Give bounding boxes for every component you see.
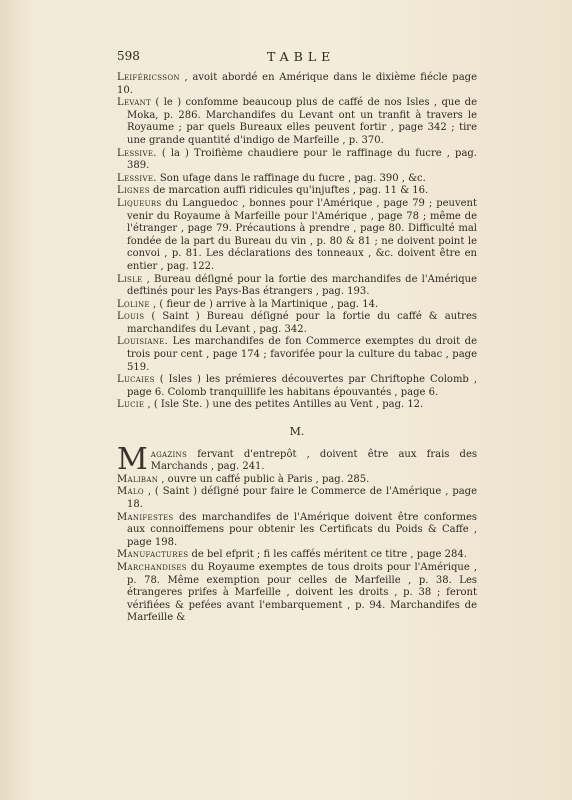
- index-entry: [117, 474, 477, 487]
- index-entry: [117, 441, 477, 477]
- index-entry: [117, 562, 477, 625]
- entry-headword: Malo: [117, 486, 144, 498]
- running-head: TABLE: [267, 49, 336, 64]
- entry-headword: Marchandises: [117, 561, 187, 573]
- entry-headword: Lucaies: [117, 374, 155, 386]
- entry-headword: Liqueurs: [117, 197, 162, 209]
- entry-text: , avoit abordé en Amérique dans le dixième fiécle page 10.: [117, 72, 477, 96]
- entry-text: , ouvre un caffé public à Paris , pag. 285.: [161, 473, 370, 485]
- entry-text: Les marchandifes de fon Commerce exemptes du droit de trois pour cent , page 174 ; favorifée pour la culture du tabac , page 519.: [127, 336, 477, 373]
- index-entry: [117, 311, 477, 336]
- entry-text: ( Saint ) Bureau déſigné pour la fortie du caffé & autres marchandifes du Levant , pag. 342.: [127, 311, 477, 335]
- index-entry: [117, 198, 477, 274]
- entry-headword: Lucie: [117, 399, 145, 411]
- entry-headword: Manifestes: [117, 511, 174, 523]
- entry-text: , Bureau déſigné pour la fortie des marchandifes de l'Amérique deftinés pour les Pays-Bas étrangers , pag. 193.: [127, 273, 477, 298]
- entry-headword: Maliban: [117, 473, 159, 485]
- index-entry: [117, 274, 477, 299]
- entry-text: des marchandifes de l'Amérique doivent être conformes aux connoiffemens pour obtenir les Certificats du Poids & Caffe , page 198.: [127, 511, 478, 548]
- index-text: [117, 72, 477, 625]
- index-entry: [117, 336, 477, 374]
- page-header: [117, 49, 477, 65]
- entry-headword: Lignes: [117, 185, 150, 197]
- entry-headword: Lessive.: [117, 172, 157, 184]
- index-entry: [117, 512, 477, 550]
- entry-headword: Lisle: [117, 273, 143, 285]
- index-entry: [117, 399, 477, 412]
- entry-text: du Languedoc , bonnes pour l'Amérique , page 79 ; peuvent venir du Royaume à Marfeille pour l'Amérique , page 78 ; même de l'étranger , page 79. Précautions à prendre , page 80. Difficulté mal fondée de la part du Bureau du vin , p. 80 & 81 ; ne doivent point le convoi , p. 81. Les déclarations des tonneaux , &c. doivent être en entier , pag. 122.: [127, 197, 477, 272]
- entry-headword: Lessive.: [117, 147, 157, 159]
- index-entry: [117, 299, 477, 312]
- entry-text: , ( Saint ) déſigné pour faire le Commerce de l'Amérique , page 18.: [127, 486, 478, 510]
- index-entry: [117, 97, 477, 147]
- page-number: 598: [117, 49, 140, 63]
- entry-headword: Levant: [117, 97, 151, 109]
- index-entry: [117, 185, 477, 198]
- drop-cap: M: [117, 441, 148, 477]
- entry-text: , ( Isle Ste. ) une des petites Antilles au Vent , pag. 12.: [147, 399, 424, 411]
- entry-text: , ( fieur de ) arrive à la Martinique , pag. 14.: [153, 298, 379, 310]
- entry-headword: Louisiane.: [117, 336, 169, 348]
- entry-text: fervant d'entrepôt , doivent être aux frais des Marchands , pag. 241.: [150, 448, 477, 473]
- entry-text: ( Isles ) les prémieres découvertes par Chriftophe Colomb , page 6. Colomb tranquillife les habitans épouvantés , page 6.: [127, 374, 478, 398]
- entry-headword: Leiféricsson: [117, 72, 180, 83]
- entry-headword: Manufactures: [117, 549, 189, 561]
- index-entry: [117, 72, 477, 97]
- section-heading: M.: [289, 425, 305, 439]
- entry-text: ( la ) Troifième chaudiere pour le raffinage du fucre , pag. 389.: [127, 147, 477, 172]
- entry-headword: Louis: [117, 311, 145, 323]
- entry-text: Son ufage dans le raffinage du fucre , pag. 390 , &c.: [159, 172, 426, 184]
- entry-text: de bel efprit ; fi les caffés méritent ce titre , page 284.: [191, 549, 467, 561]
- entry-text: du Royaume exemptes de tous droits pour l'Amérique , p. 78. Même exemption pour celles de Marfeille , p. 38. Les étrangeres prifes à Marfeille , doivent les droits , p. 38 ; feront vérifiées & pefées avant l'embarquement , p. 94. Marchandifes de Marfeille &: [127, 561, 477, 624]
- entry-headword: Loline: [117, 298, 150, 310]
- index-entry: [117, 549, 477, 562]
- index-entry: [117, 148, 477, 173]
- entry-text: ( le ) confomme beaucoup plus de caffé de nos Isles , que de Moka, p. 286. Marchandifes du Levant ont un tranfit à travers le Royaume ; par quels Bureaux elles peuvent fortir , page 342 ; tire une grande quantité d'indigo de Marfeille , p. 370.: [127, 97, 477, 146]
- entry-text: de marcation auffi ridicules qu'injuftes , pag. 11 & 16.: [153, 185, 429, 197]
- entry-headword: agazins: [150, 448, 188, 460]
- index-entry: [117, 486, 477, 511]
- index-entry: [117, 173, 477, 186]
- index-entry: [117, 374, 477, 399]
